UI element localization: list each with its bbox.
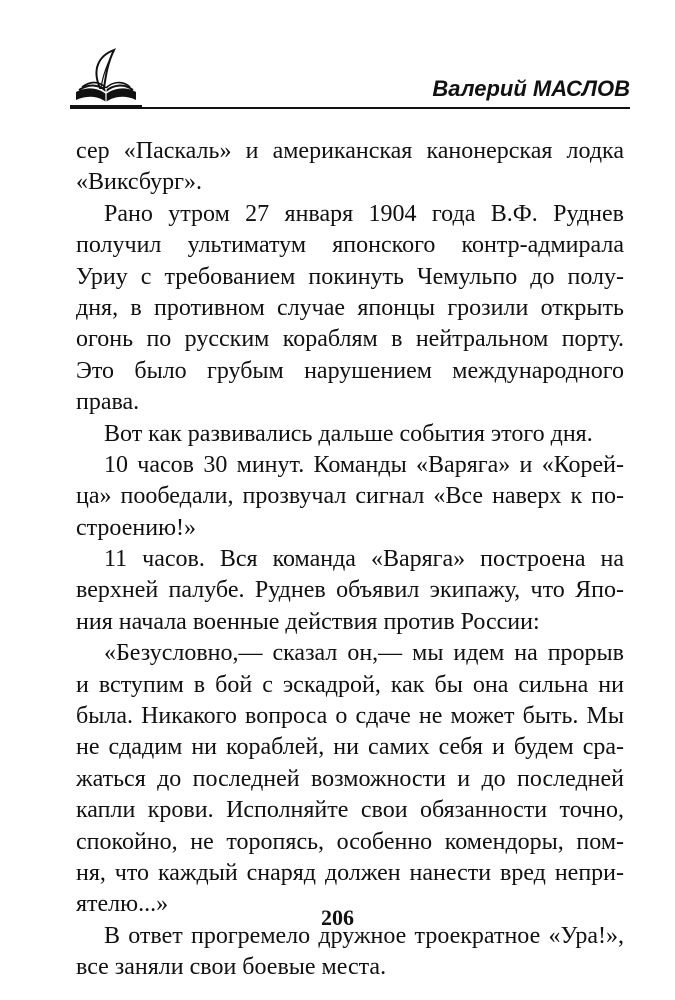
header-rule: [70, 107, 630, 109]
text-line: ятелю...»: [76, 891, 169, 918]
text-line: не сдадим ни кораблей, ни самих себя и будем сра-: [76, 734, 624, 761]
text-line: сер «Паскаль» и американская канонерская лодка: [76, 138, 624, 164]
text-line: «Безусловно,— сказал он,— мы идем на прорыв: [104, 640, 624, 667]
body-text: [76, 136, 624, 984]
text-line: спокойно, не торопясь, особенно комендоры, пом-: [76, 828, 624, 855]
text-line: строению!»: [76, 514, 196, 541]
text-line: огонь по русским кораблям в нейтральном порту.: [76, 326, 624, 353]
text-line: все заняли свои боевые места.: [76, 954, 387, 981]
running-header: [70, 40, 630, 110]
text-line: и вступим в бой с эскадрой, как бы она сильна ни: [76, 671, 624, 698]
text-line: получил ультиматум японского контр-адмирала: [76, 232, 624, 259]
author-name: Валерий МАСЛОВ: [432, 76, 630, 101]
text-line: дня, в противном случае японцы грозили открыть: [76, 294, 624, 321]
book-quill-icon: [70, 48, 142, 108]
text-line: Уриу с требованием покинуть Чемульпо до полу-: [76, 263, 624, 290]
text-line: жаться до последней возможности и до последней: [76, 765, 624, 792]
text-line: ца» пообедали, прозвучал сигнал «Все наверх к по-: [76, 483, 624, 510]
text-line: 10 часов 30 минут. Команды «Варяга» и «Корей-: [104, 451, 624, 478]
text-line: верхней палубе. Руднев объявил экипажу, что Япо-: [76, 577, 624, 604]
text-line: капли крови. Исполняйте свои обязанности точно,: [76, 797, 624, 824]
text-line: В ответ прогремело дружное троекратное «Ура!»,: [104, 922, 624, 949]
text-line: Это было грубым нарушением международного: [76, 357, 624, 384]
text-line: была. Никакого вопроса о сдаче не может быть. Мы: [76, 703, 624, 730]
text-line: 11 часов. Вся команда «Варяга» построена на: [104, 546, 624, 573]
text-line: ня, что каждый снаряд должен нанести вред непри-: [76, 859, 624, 886]
text-line: «Виксбург».: [76, 169, 202, 196]
page-number: 206: [321, 905, 354, 930]
text-line: Рано утром 27 января 1904 года В.Ф. Руднев: [104, 200, 624, 227]
text-line: права.: [76, 389, 140, 416]
text-line: ния начала военные действия против России:: [76, 608, 540, 635]
text-line: Вот как развивались дальше события этого дня.: [104, 420, 593, 447]
